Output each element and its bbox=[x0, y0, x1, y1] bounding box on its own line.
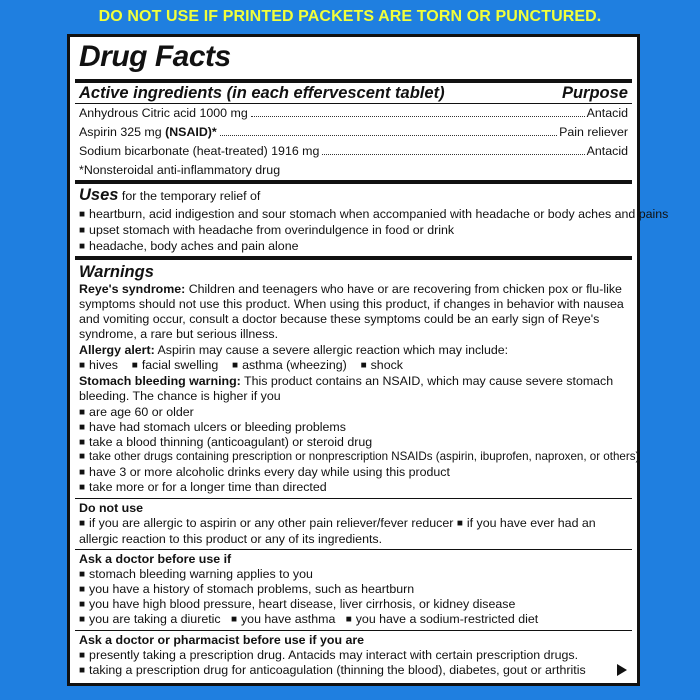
ask-doctor-heading bbox=[79, 551, 628, 567]
reye-line: syndrome, a rare but serious illness. bbox=[79, 327, 279, 341]
list-item: ■ stomach bleeding warning applies to you bbox=[79, 566, 628, 584]
list-item: ■ if you are allergic to aspirin or any other pain reliever/fever reducer bbox=[79, 516, 453, 530]
ingredient-name: Sodium bicarbonate (heat-treated) 1916 mg bbox=[79, 144, 320, 158]
list-item: ■ take a blood thinning (anticoagulant) or steroid drug bbox=[79, 434, 628, 452]
list-item: ■ hives bbox=[79, 358, 118, 372]
list-item: ■ facial swelling bbox=[132, 358, 219, 372]
divider bbox=[75, 549, 632, 550]
list-item: ■ you are taking a diuretic bbox=[79, 612, 221, 626]
stomach-line bbox=[79, 373, 628, 389]
allergy-label: Allergy alert: bbox=[79, 343, 155, 357]
uses-intro: for the temporary relief of bbox=[121, 189, 261, 203]
divider bbox=[75, 103, 632, 104]
leader-dots bbox=[322, 154, 584, 155]
list-item: ■ shock bbox=[361, 358, 403, 372]
list-item: ■ you have a sodium-restricted diet bbox=[346, 612, 539, 626]
continue-arrow-icon bbox=[617, 664, 627, 676]
stomach-text: This product contains an NSAID, which may cause severe stomach bbox=[244, 374, 614, 388]
leader-dots bbox=[251, 116, 585, 117]
active-ingredients-heading: Active ingredients (in each effervescent tablet) bbox=[79, 84, 445, 102]
list-item: ■ you have asthma bbox=[231, 612, 335, 626]
list-item: ■ have had stomach ulcers or bleeding problems bbox=[79, 419, 628, 437]
list-item: ■ you have high blood pressure, heart disease, liver cirrhosis, or kidney disease bbox=[79, 596, 628, 614]
do-not-use-cont: allergic reaction to this product or any of its ingredients. bbox=[79, 532, 383, 546]
ingredient-nsaid-tag: (NSAID)* bbox=[165, 125, 217, 139]
divider bbox=[75, 180, 632, 184]
list-item: ■ headache, body aches and pain alone bbox=[79, 238, 628, 256]
list-item: ■ taking a prescription drug for anticoagulation (thinning the blood), diabetes, gout or arthritis bbox=[79, 662, 628, 680]
stomach-line: bleeding. The chance is higher if you bbox=[79, 389, 281, 403]
page-title: Drug Facts bbox=[79, 40, 231, 73]
divider bbox=[75, 79, 632, 83]
list-item: ■ are age 60 or older bbox=[79, 404, 628, 422]
reye-line: symptoms should not use this product. When using this product, if changes in behavior with nausea bbox=[79, 297, 624, 311]
ask-pharmacist-heading bbox=[79, 632, 628, 648]
ingredient-row bbox=[79, 124, 628, 140]
ingredient-row bbox=[79, 143, 628, 159]
ingredient-name: Aspirin 325 mg bbox=[79, 125, 162, 139]
list-item: ■ take more or for a longer time than directed bbox=[79, 479, 628, 497]
leader-dots bbox=[220, 135, 557, 136]
ask-doctor-label: Ask a doctor before use if bbox=[79, 552, 232, 566]
list-item: ■ asthma (wheezing) bbox=[232, 358, 347, 372]
ingredient-purpose: Pain reliever bbox=[559, 125, 628, 139]
reye-text: Children and teenagers who have or are recovering from chicken pox or flu-like bbox=[188, 282, 622, 296]
footnote: *Nonsteroidal anti-inflammatory drug bbox=[79, 163, 281, 177]
list-item: ■ if you have ever had an bbox=[457, 516, 596, 530]
ask-pharmacist-label: Ask a doctor or pharmacist before use if you are bbox=[79, 633, 365, 647]
list-item: ■ have 3 or more alcoholic drinks every day while using this product bbox=[79, 464, 628, 482]
reye-label: Reye's syndrome: bbox=[79, 282, 186, 296]
do-not-use-label: Do not use bbox=[79, 501, 144, 515]
reye-line: and vomiting occur, consult a doctor because these symptoms could be an early sign of Reye's bbox=[79, 312, 600, 326]
ingredient-purpose: Antacid bbox=[586, 144, 628, 158]
reye-line bbox=[79, 281, 628, 297]
uses-intro-line bbox=[79, 187, 628, 204]
list-item: ■ upset stomach with headache from overindulgence in food or drink bbox=[79, 222, 628, 240]
stomach-label: Stomach bleeding warning: bbox=[79, 374, 241, 388]
list-item: ■ you have a history of stomach problems, such as heartburn bbox=[79, 581, 628, 599]
drug-facts-panel bbox=[67, 34, 669, 686]
divider bbox=[75, 630, 632, 631]
ingredient-name: Anhydrous Citric acid 1000 mg bbox=[79, 106, 248, 120]
warning-banner: DO NOT USE IF PRINTED PACKETS ARE TORN OR PUNCTURED. bbox=[98, 8, 602, 25]
purpose-heading: Purpose bbox=[561, 84, 628, 102]
divider bbox=[75, 498, 632, 499]
list-item: ■ heartburn, acid indigestion and sour stomach when accompanied with headache or body aches and pains bbox=[79, 206, 628, 224]
list-item: ■ take other drugs containing prescription or nonprescription NSAIDs (aspirin, ibuprofen, naproxen, or others) bbox=[79, 449, 628, 466]
allergy-text: Aspirin may cause a severe allergic reaction which may include: bbox=[157, 343, 509, 357]
do-not-use-heading bbox=[79, 500, 628, 516]
uses-heading: Uses bbox=[79, 186, 119, 204]
allergy-line bbox=[79, 342, 628, 358]
warnings-heading: Warnings bbox=[79, 263, 154, 281]
divider bbox=[75, 256, 632, 260]
list-item: ■ presently taking a prescription drug. Antacids may interact with certain prescription drugs. bbox=[79, 647, 628, 665]
ask-doctor-inline bbox=[79, 611, 628, 629]
ingredient-purpose: Antacid bbox=[586, 106, 628, 120]
ingredient-row bbox=[79, 105, 628, 121]
